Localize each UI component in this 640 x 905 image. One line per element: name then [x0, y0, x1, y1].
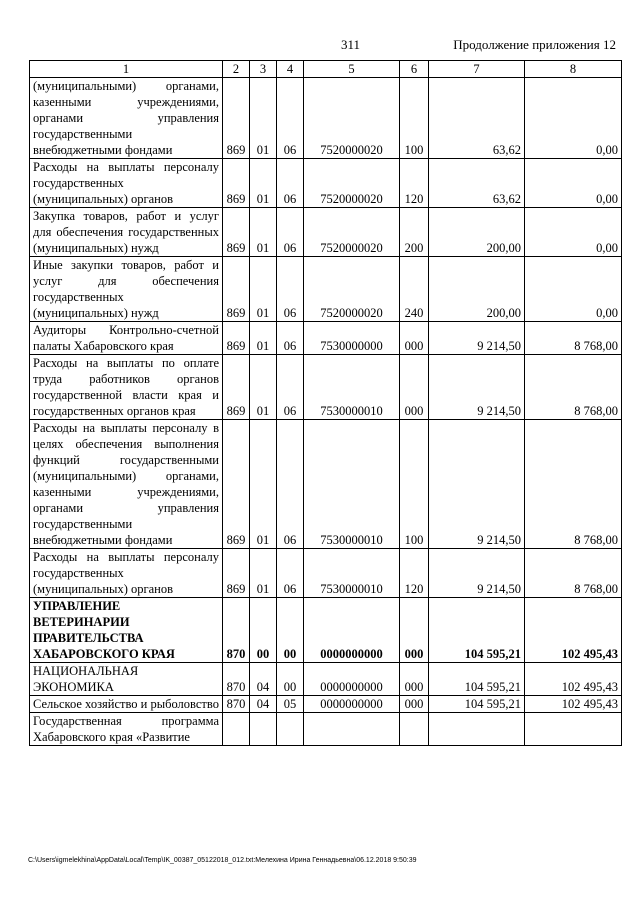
- row-amount-1-cell: 104 595,21: [429, 696, 525, 713]
- row-section-cell: 04: [250, 696, 277, 713]
- column-header: 1: [30, 61, 223, 78]
- row-name-cell: Расходы на выплаты по оплате труда работников органов государственной власти края и государственных органов края: [30, 355, 223, 420]
- row-amount-2-cell: 102 495,43: [525, 663, 622, 696]
- row-amount-1-cell: 200,00: [429, 257, 525, 322]
- table-row: [30, 257, 622, 322]
- table-row: [30, 713, 622, 746]
- row-amount-2-cell: 102 495,43: [525, 598, 622, 663]
- table-row: [30, 208, 622, 257]
- row-amount-1-cell: 63,62: [429, 159, 525, 208]
- table-row: [30, 598, 622, 663]
- row-amount-1-cell: 9 214,50: [429, 322, 525, 355]
- row-amount-1-cell: 9 214,50: [429, 420, 525, 549]
- row-target-article-cell: 7530000010: [304, 549, 400, 598]
- row-section-cell: 04: [250, 663, 277, 696]
- row-subsection-cell: 05: [277, 696, 304, 713]
- row-subsection-cell: 06: [277, 78, 304, 159]
- row-target-article-cell: 7530000000: [304, 322, 400, 355]
- row-section-cell: 01: [250, 257, 277, 322]
- row-subsection-cell: 06: [277, 549, 304, 598]
- row-expense-type-cell: 000: [400, 696, 429, 713]
- row-name-cell: (муниципальными) органами, казенными учреждениями, органами управления государственными внебюджетными фондами: [30, 78, 223, 159]
- row-expense-type-cell: 000: [400, 663, 429, 696]
- row-name-cell: Закупка товаров, работ и услуг для обеспечения государственных (муниципальных) нужд: [30, 208, 223, 257]
- row-target-article-cell: 7520000020: [304, 208, 400, 257]
- table-row: [30, 696, 622, 713]
- row-code-cell: 869: [223, 159, 250, 208]
- column-header: 2: [223, 61, 250, 78]
- row-target-article-cell: 0000000000: [304, 663, 400, 696]
- row-amount-1-cell: 104 595,21: [429, 663, 525, 696]
- row-name-cell: Аудиторы Контрольно-счетной палаты Хабаровского края: [30, 322, 223, 355]
- row-expense-type-cell: 100: [400, 420, 429, 549]
- row-subsection-cell: 06: [277, 208, 304, 257]
- row-amount-2-cell: 8 768,00: [525, 549, 622, 598]
- row-expense-type-cell: 100: [400, 78, 429, 159]
- row-subsection-cell: 00: [277, 663, 304, 696]
- table-row: [30, 355, 622, 420]
- row-amount-2-cell: 8 768,00: [525, 355, 622, 420]
- row-target-article-cell: 0000000000: [304, 598, 400, 663]
- row-section-cell: 00: [250, 598, 277, 663]
- row-name-cell: Иные закупки товаров, работ и услуг для обеспечения государственных (муниципальных) нужд: [30, 257, 223, 322]
- row-target-article-cell: [304, 713, 400, 746]
- row-name-cell: НАЦИОНАЛЬНАЯ ЭКОНОМИКА: [30, 663, 223, 696]
- row-expense-type-cell: 000: [400, 598, 429, 663]
- row-section-cell: 01: [250, 420, 277, 549]
- row-amount-1-cell: 63,62: [429, 78, 525, 159]
- column-header: 6: [400, 61, 429, 78]
- row-name-cell: УПРАВЛЕНИЕ ВЕТЕРИНАРИИ ПРАВИТЕЛЬСТВА ХАБАРОВСКОГО КРАЯ: [30, 598, 223, 663]
- row-section-cell: 01: [250, 159, 277, 208]
- row-section-cell: 01: [250, 355, 277, 420]
- row-code-cell: 869: [223, 78, 250, 159]
- column-header: 4: [277, 61, 304, 78]
- table-row: [30, 78, 622, 159]
- row-subsection-cell: 06: [277, 355, 304, 420]
- row-expense-type-cell: 120: [400, 159, 429, 208]
- table-row: [30, 322, 622, 355]
- row-code-cell: [223, 713, 250, 746]
- table-body: [30, 78, 622, 746]
- row-amount-1-cell: 9 214,50: [429, 355, 525, 420]
- row-subsection-cell: 06: [277, 257, 304, 322]
- row-amount-2-cell: 0,00: [525, 208, 622, 257]
- row-section-cell: 01: [250, 322, 277, 355]
- column-header: 8: [525, 61, 622, 78]
- row-name-cell: Расходы на выплаты персоналу государственных (муниципальных) органов: [30, 549, 223, 598]
- row-subsection-cell: 06: [277, 420, 304, 549]
- row-name-cell: Сельское хозяйство и рыболовство: [30, 696, 223, 713]
- row-target-article-cell: 0000000000: [304, 696, 400, 713]
- row-name-cell: Расходы на выплаты персоналу в целях обеспечения выполнения функций государственными (муниципальными) органами, казенными учреждениями, органами управления государственными внебюджетными фондами: [30, 420, 223, 549]
- row-amount-2-cell: [525, 713, 622, 746]
- row-expense-type-cell: [400, 713, 429, 746]
- row-section-cell: 01: [250, 78, 277, 159]
- row-amount-2-cell: 0,00: [525, 257, 622, 322]
- row-code-cell: 869: [223, 257, 250, 322]
- row-amount-1-cell: 200,00: [429, 208, 525, 257]
- row-amount-1-cell: 9 214,50: [429, 549, 525, 598]
- row-section-cell: [250, 713, 277, 746]
- row-target-article-cell: 7530000010: [304, 420, 400, 549]
- continuation-label: Продолжение приложения 12: [453, 37, 616, 52]
- row-code-cell: 869: [223, 420, 250, 549]
- row-subsection-cell: 06: [277, 159, 304, 208]
- row-amount-2-cell: 102 495,43: [525, 696, 622, 713]
- row-expense-type-cell: 200: [400, 208, 429, 257]
- row-amount-2-cell: 8 768,00: [525, 322, 622, 355]
- page-number: 311: [341, 37, 361, 52]
- row-target-article-cell: 7530000010: [304, 355, 400, 420]
- column-header: 3: [250, 61, 277, 78]
- row-expense-type-cell: 000: [400, 355, 429, 420]
- row-target-article-cell: 7520000020: [304, 159, 400, 208]
- row-target-article-cell: 7520000020: [304, 257, 400, 322]
- column-header: 7: [429, 61, 525, 78]
- row-expense-type-cell: 240: [400, 257, 429, 322]
- row-code-cell: 869: [223, 549, 250, 598]
- row-amount-2-cell: 8 768,00: [525, 420, 622, 549]
- table-row: [30, 663, 622, 696]
- table-header-row: [30, 61, 622, 78]
- footer-path: C:\Users\igmelekhina\AppData\Local\Temp\IK_00387_05122018_012.txt:Мелехина Ирина Геннадьевна\06.12.2018 9:50:39: [28, 857, 417, 864]
- row-target-article-cell: 7520000020: [304, 78, 400, 159]
- row-code-cell: 870: [223, 663, 250, 696]
- row-subsection-cell: 00: [277, 598, 304, 663]
- row-amount-1-cell: 104 595,21: [429, 598, 525, 663]
- row-code-cell: 869: [223, 355, 250, 420]
- row-code-cell: 870: [223, 598, 250, 663]
- table-row: [30, 159, 622, 208]
- row-name-cell: Государственная программа Хабаровского края «Развитие: [30, 713, 223, 746]
- table-row: [30, 549, 622, 598]
- column-header: 5: [304, 61, 400, 78]
- row-subsection-cell: 06: [277, 322, 304, 355]
- row-amount-2-cell: 0,00: [525, 159, 622, 208]
- row-subsection-cell: [277, 713, 304, 746]
- table-row: [30, 420, 622, 549]
- row-code-cell: 869: [223, 322, 250, 355]
- row-code-cell: 869: [223, 208, 250, 257]
- row-expense-type-cell: 000: [400, 322, 429, 355]
- row-section-cell: 01: [250, 549, 277, 598]
- row-section-cell: 01: [250, 208, 277, 257]
- row-name-cell: Расходы на выплаты персоналу государственных (муниципальных) органов: [30, 159, 223, 208]
- row-code-cell: 870: [223, 696, 250, 713]
- budget-table: [29, 60, 622, 746]
- row-expense-type-cell: 120: [400, 549, 429, 598]
- row-amount-2-cell: 0,00: [525, 78, 622, 159]
- row-amount-1-cell: [429, 713, 525, 746]
